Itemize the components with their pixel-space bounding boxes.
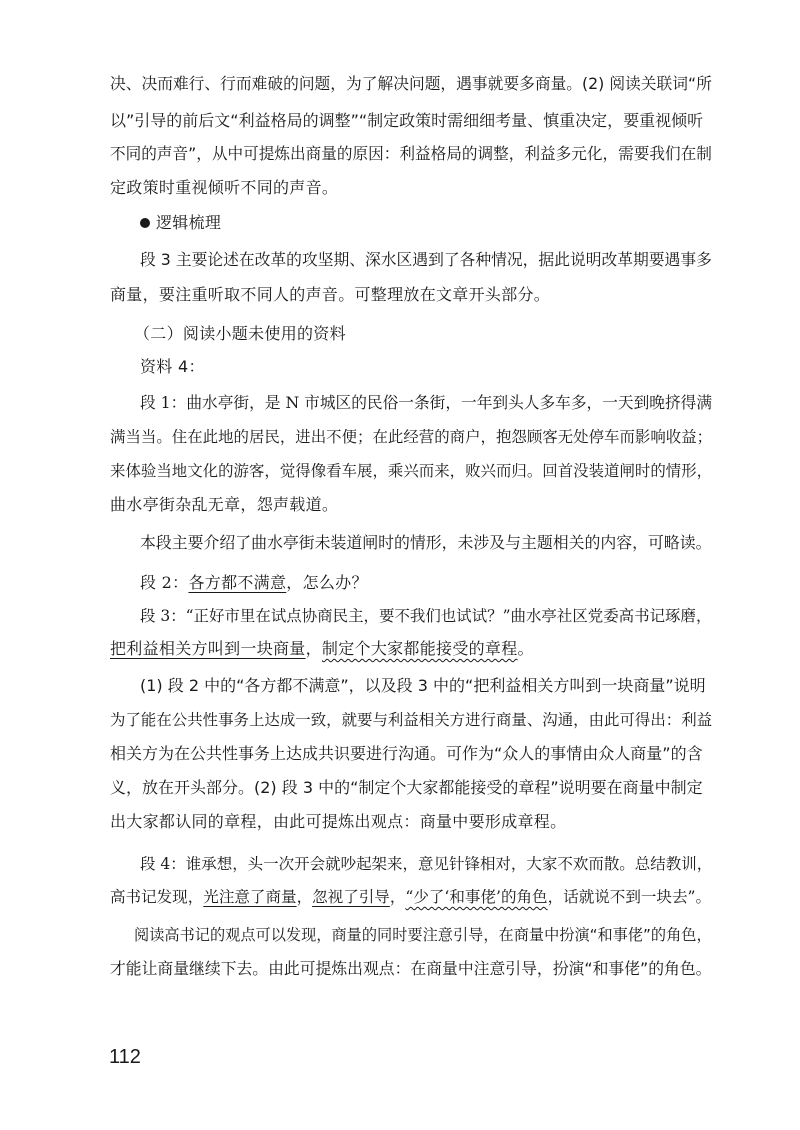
wavy-underlined-text: 制定个大家都能接受的章程: [321, 639, 518, 658]
text-line: 定政策时重视倾听不同的声音。: [110, 178, 339, 197]
segment-2: [140, 572, 368, 594]
text-span: 段 2：: [140, 573, 189, 592]
segment-3-line2: [110, 638, 534, 660]
underlined-text: 各方都不满意: [188, 573, 287, 592]
underlined-text: 把利益相关方叫到一块商量: [110, 639, 306, 658]
underlined-text: 光注意了商量: [203, 888, 297, 906]
logic-heading: [140, 212, 221, 234]
text-line: 段 3：“正好市里在试点协商民主，要不我们也试试？”曲水亭社区党委高书记琢磨，: [140, 607, 712, 625]
text-span: ，: [389, 888, 406, 906]
text-line: (1) 段 2 中的“各方都不满意”，以及段 3 中的“把利益相关方叫到一块商量”说明: [140, 676, 706, 695]
text-line: 相关方为在公共性事务上达成共识要进行沟通。可作为“众人的事情由众人商量”的含: [110, 744, 703, 763]
text-line: 本段主要介绍了曲水亭街未装道闸时的情形，未涉及与主题相关的内容，可略读。: [140, 533, 712, 552]
text-line: 来体验当地文化的游客，觉得像看车展，乘兴而来，败兴而归。回首没装道闸时的情形，: [110, 462, 713, 480]
page-number: 112: [109, 1046, 141, 1068]
text-line: 段 1：曲水亭街，是 N 市城区的民俗一条街，一年到头人多车多，一天到晚挤得满: [140, 393, 713, 412]
text-line: 满当当。住在此地的居民，进出不便；在此经营的商户，抱怨顾客无处停车而影响收益；: [110, 428, 713, 446]
text-line: 以”引导的前后文“利益格局的调整”“制定政策时需细细考量、慎重决定，要重视倾听: [110, 111, 704, 130]
text-line: 义，放在开头部分。(2) 段 3 中的“制定个大家都能接受的章程”说明要在商量中制定: [110, 778, 703, 797]
text-span: 高书记发现，: [110, 888, 204, 906]
text-span: ，怎么办？: [286, 573, 368, 592]
text-line: 曲水亭街杂乱无章，怨声载道。: [110, 495, 339, 514]
segment-4-line2: [110, 886, 711, 908]
text-line: 商量，要注重听取不同人的声音。可整理放在文章开头部分。: [110, 285, 551, 304]
text-line: 才能让商量继续下去。由此可提炼出观点：在商量中注意引导，扮演“和事佬”的角色。: [110, 959, 712, 978]
section-heading: （二）阅读小题未使用的资料: [134, 324, 346, 343]
material-label: 资料 4：: [140, 357, 205, 376]
text-line: 出大家都认同的章程，由此可提炼出观点：商量中要形成章程。: [110, 812, 567, 831]
text-line: 不同的声音”，从中可提炼出商量的原因：利益格局的调整，利益多元化，需要我们在制: [110, 144, 712, 163]
text-line: 为了能在公共性事务上达成一致，就要与利益相关方进行商量、沟通，由此可得出：利益: [110, 711, 713, 729]
text-line: 段 3 主要论述在改革的攻坚期、深水区遇到了各种情况，据此说明改革期要遇事多: [140, 250, 712, 269]
bullet-icon: [140, 218, 150, 228]
text-span: ，: [296, 888, 313, 906]
text-line: 段 4：谁承想，头一次开会就吵起架来，意见针锋相对，大家不欢而散。总结教训，: [140, 855, 713, 873]
text-line: 决、决而难行、行而难破的问题，为了解决问题，遇事就要多商量。(2) 阅读关联词“所: [110, 74, 712, 93]
text-span: ，: [305, 639, 322, 658]
text-span: 。: [517, 639, 534, 658]
text-line: 阅读高书记的观点可以发现，商量的同时要注意引导，在商量中扮演“和事佬”的角色，: [134, 926, 712, 944]
text-span: ，话就说不到一块去”。: [547, 888, 712, 906]
underlined-text: 忽视了引导: [312, 888, 390, 906]
logic-heading-label: 逻辑梳理: [156, 213, 222, 232]
wavy-underlined-text: “少了‘和事佬’的角色: [405, 888, 548, 906]
